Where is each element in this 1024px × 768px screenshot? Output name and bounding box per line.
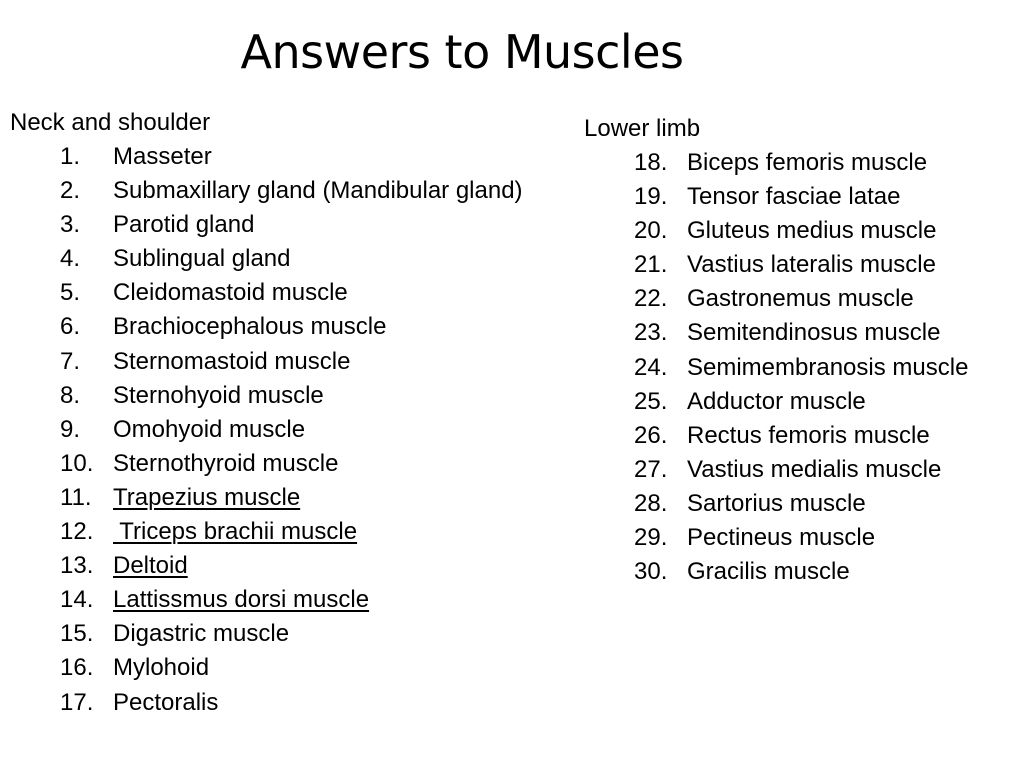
list-item	[10, 140, 610, 174]
list-item	[10, 617, 610, 651]
item-number: 17.	[60, 688, 94, 716]
item-label: Brachiocephalous muscle	[113, 313, 387, 341]
section-heading-lower-limb: Lower limb	[584, 115, 701, 142]
list-item	[584, 521, 1024, 555]
item-number: 5.	[60, 279, 81, 307]
list-item	[584, 180, 1024, 214]
list-item	[10, 549, 610, 583]
item-number: 1.	[60, 143, 81, 170]
list-item	[10, 515, 610, 549]
item-label: Cleidomastoid muscle	[113, 279, 348, 307]
neck-shoulder-section	[10, 106, 610, 720]
item-number: 10.	[60, 449, 94, 477]
item-label: Gracilis muscle	[687, 558, 850, 586]
item-number: 9.	[60, 415, 81, 443]
item-label: Tensor fasciae latae	[687, 183, 901, 211]
list-item	[584, 487, 1024, 521]
item-label: Biceps femoris muscle	[687, 149, 928, 176]
list-item	[584, 282, 1024, 316]
item-label: Sublingual gland	[113, 245, 291, 273]
item-label: Adductor muscle	[687, 387, 866, 415]
item-label: Trapezius muscle	[113, 483, 301, 511]
item-number: 7.	[60, 347, 81, 375]
item-number: 18.	[634, 149, 668, 176]
list-item	[10, 379, 610, 413]
list-item	[10, 447, 610, 481]
item-label: Semimembranosis muscle	[687, 353, 969, 381]
list-item	[10, 413, 610, 447]
item-number: 30.	[634, 558, 668, 586]
list-item	[584, 419, 1024, 453]
list-item	[584, 214, 1024, 248]
item-number: 13.	[60, 552, 94, 580]
slide-title: Answers to Muscles	[240, 25, 684, 79]
item-number: 22.	[634, 285, 668, 313]
item-label: Gastronemus muscle	[687, 285, 914, 313]
item-number: 20.	[634, 217, 668, 245]
item-label: Sternothyroid muscle	[113, 449, 339, 477]
item-label: Sternomastoid muscle	[113, 347, 351, 375]
item-label: Vastius medialis muscle	[687, 455, 942, 483]
list-item	[584, 248, 1024, 282]
item-label: Vastius lateralis muscle	[687, 251, 936, 279]
list-item	[10, 481, 610, 515]
item-number: 25.	[634, 387, 668, 415]
list-item	[10, 651, 610, 685]
list-item	[10, 686, 610, 720]
list-item	[584, 316, 1024, 350]
item-number: 4.	[60, 245, 81, 273]
lower-limb-list	[584, 146, 1024, 589]
item-label: Masseter	[113, 143, 212, 170]
item-number: 14.	[60, 586, 94, 614]
item-number: 3.	[60, 211, 81, 239]
lower-limb-section	[584, 112, 1024, 589]
item-label: Mylohoid	[113, 654, 210, 682]
item-number: 29.	[634, 524, 668, 552]
item-number: 24.	[634, 353, 668, 381]
item-number: 12.	[60, 518, 94, 546]
item-label: Parotid gland	[113, 211, 255, 239]
item-label: Sternohyoid muscle	[113, 381, 324, 409]
section-heading-neck-shoulder: Neck and shoulder	[10, 109, 211, 136]
item-number: 19.	[634, 183, 668, 211]
list-item	[10, 345, 610, 379]
item-label: Deltoid	[113, 552, 188, 580]
item-label: Submaxillary gland (Mandibular gland)	[113, 177, 523, 205]
item-number: 27.	[634, 455, 668, 483]
list-item	[10, 583, 610, 617]
list-item	[584, 385, 1024, 419]
list-item	[584, 351, 1024, 385]
item-label: Rectus femoris muscle	[687, 421, 930, 449]
item-number: 6.	[60, 313, 81, 341]
list-item	[10, 276, 610, 310]
list-item	[10, 242, 610, 276]
item-number: 26.	[634, 421, 668, 449]
item-label: Semitendinosus muscle	[687, 319, 941, 347]
list-item	[10, 310, 610, 344]
item-number: 15.	[60, 620, 94, 648]
list-item	[10, 208, 610, 242]
list-item	[584, 555, 1024, 589]
item-label: Triceps brachii muscle	[113, 518, 358, 546]
item-number: 21.	[634, 251, 668, 279]
item-number: 28.	[634, 489, 668, 517]
list-item	[10, 174, 610, 208]
list-item	[584, 453, 1024, 487]
neck-shoulder-list	[10, 140, 610, 720]
item-label: Lattissmus dorsi muscle	[113, 586, 370, 614]
item-number: 23.	[634, 319, 668, 347]
item-number: 11.	[60, 483, 92, 511]
list-item	[584, 146, 1024, 180]
item-number: 16.	[60, 654, 94, 682]
item-number: 2.	[60, 177, 81, 205]
item-label: Pectoralis	[113, 688, 219, 716]
item-label: Gluteus medius muscle	[687, 217, 937, 245]
item-label: Omohyoid muscle	[113, 415, 306, 443]
item-label: Pectineus muscle	[687, 524, 876, 552]
item-label: Sartorius muscle	[687, 489, 866, 517]
item-number: 8.	[60, 381, 81, 409]
item-label: Digastric muscle	[113, 620, 290, 648]
